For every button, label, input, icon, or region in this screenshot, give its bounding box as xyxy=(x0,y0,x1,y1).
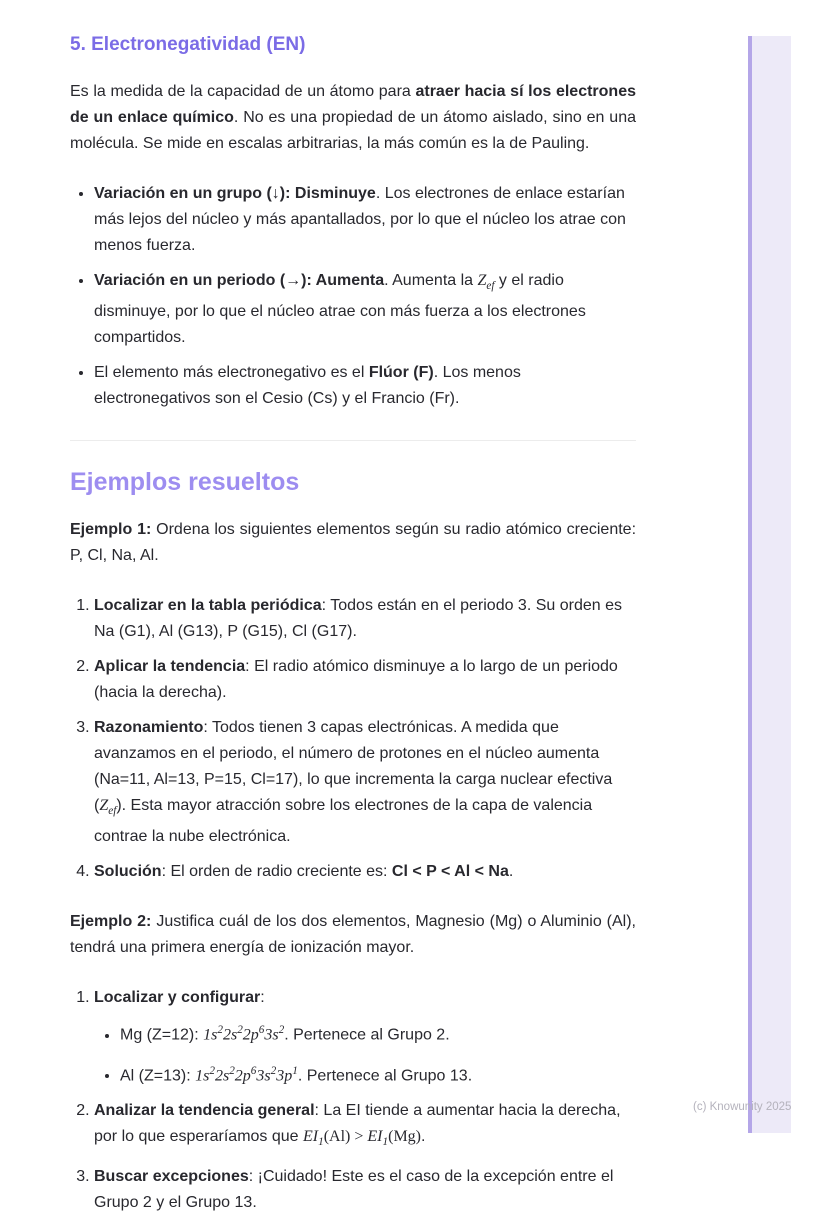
section-divider xyxy=(70,440,636,441)
list-item xyxy=(94,985,636,1089)
config-sub-list xyxy=(94,1017,636,1089)
list-item: • Al (Z=13): $1s^22s^22p^63s^23p^1$. Pertenece al Grupo 13. xyxy=(120,1058,636,1089)
example2-steps xyxy=(70,985,636,1216)
next-page-edge xyxy=(748,36,791,1133)
watermark: (c) Knowunity 2025 xyxy=(693,1101,792,1113)
step-text: Analizar la tendencia general: La EI tiende a aumentar hacia la derecha, por lo que esperaríamos que $EI_1(Al) > EI_1(Mg)$. xyxy=(94,1102,621,1149)
document-content xyxy=(70,33,636,1216)
list-item xyxy=(94,593,636,645)
step-text: Localizar y configurar: xyxy=(94,989,265,1007)
list-item: • Variación en un periodo (→): Aumenta. Aumenta la $Z_{ef}$ y el radio disminuye, por lo que el núcleo atrae con más fuerza a los electrones compartidos. xyxy=(94,268,636,351)
step-text: Solución: El orden de radio creciente es: Cl < P < Al < Na. xyxy=(94,863,514,881)
step-text: Buscar excepciones: ¡Cuidado! Este es el caso de la excepción entre el Grupo 2 y el Grupo 13. xyxy=(94,1168,614,1212)
list-item xyxy=(94,1164,636,1216)
list-item: • Mg (Z=12): $1s^22s^22p^63s^2$. Pertenece al Grupo 2. xyxy=(120,1017,636,1048)
section-title: 5. Electronegatividad (EN) xyxy=(70,34,306,55)
list-item: • El elemento más electronegativo es el Flúor (F). Los menos electronegativos son el Cesio (Cs) y el Francio (Fr). xyxy=(94,360,636,412)
step-text: Razonamiento: Todos tienen 3 capas electrónicas. A medida que avanzamos en el periodo, el número de protones en el núcleo aumenta (Na=11, Al=13, P=15, Cl=17), lo que incrementa la carga nuclear efectiva $(Z_{ef})$. Esta mayor atracción sobre los electrones de la capa de valencia contrae la nube electrónica. xyxy=(94,719,613,846)
list-item xyxy=(94,859,636,885)
list-item xyxy=(94,715,636,850)
example1-intro: Ejemplo 1: Ordena los siguientes elementos según su radio atómico creciente: P, Cl, Na, Al. xyxy=(70,521,637,565)
examples-title: Ejemplos resueltos xyxy=(70,468,300,497)
step-text: Localizar en la tabla periódica: Todos están en el periodo 3. Su orden es Na (G1), Al (G13), P (G15), Cl (G17). xyxy=(94,597,622,641)
example1-steps xyxy=(70,593,636,885)
list-item xyxy=(94,654,636,706)
example2-intro: Ejemplo 2: Justifica cuál de los dos elementos, Magnesio (Mg) o Aluminio (Al), tendrá una primera energía de ionización mayor. xyxy=(70,913,636,957)
step-text: Aplicar la tendencia: El radio atómico disminuye a lo largo de un periodo (hacia la derecha). xyxy=(94,658,618,702)
trend-bullet-list xyxy=(70,181,636,412)
list-item xyxy=(94,1098,636,1155)
list-item: • Variación en un grupo (↓): Disminuye. Los electrones de enlace estarían más lejos del núcleo y más apantallados, por lo que el núcleo los atrae con menos fuerza. xyxy=(94,181,636,259)
intro-paragraph: Es la medida de la capacidad de un átomo para atraer hacia sí los electrones de un enlace químico. No es una propiedad de un átomo aislado, sino en una molécula. Se mide en escalas arbitrarias, la más común es la de Pauling. xyxy=(70,83,636,152)
